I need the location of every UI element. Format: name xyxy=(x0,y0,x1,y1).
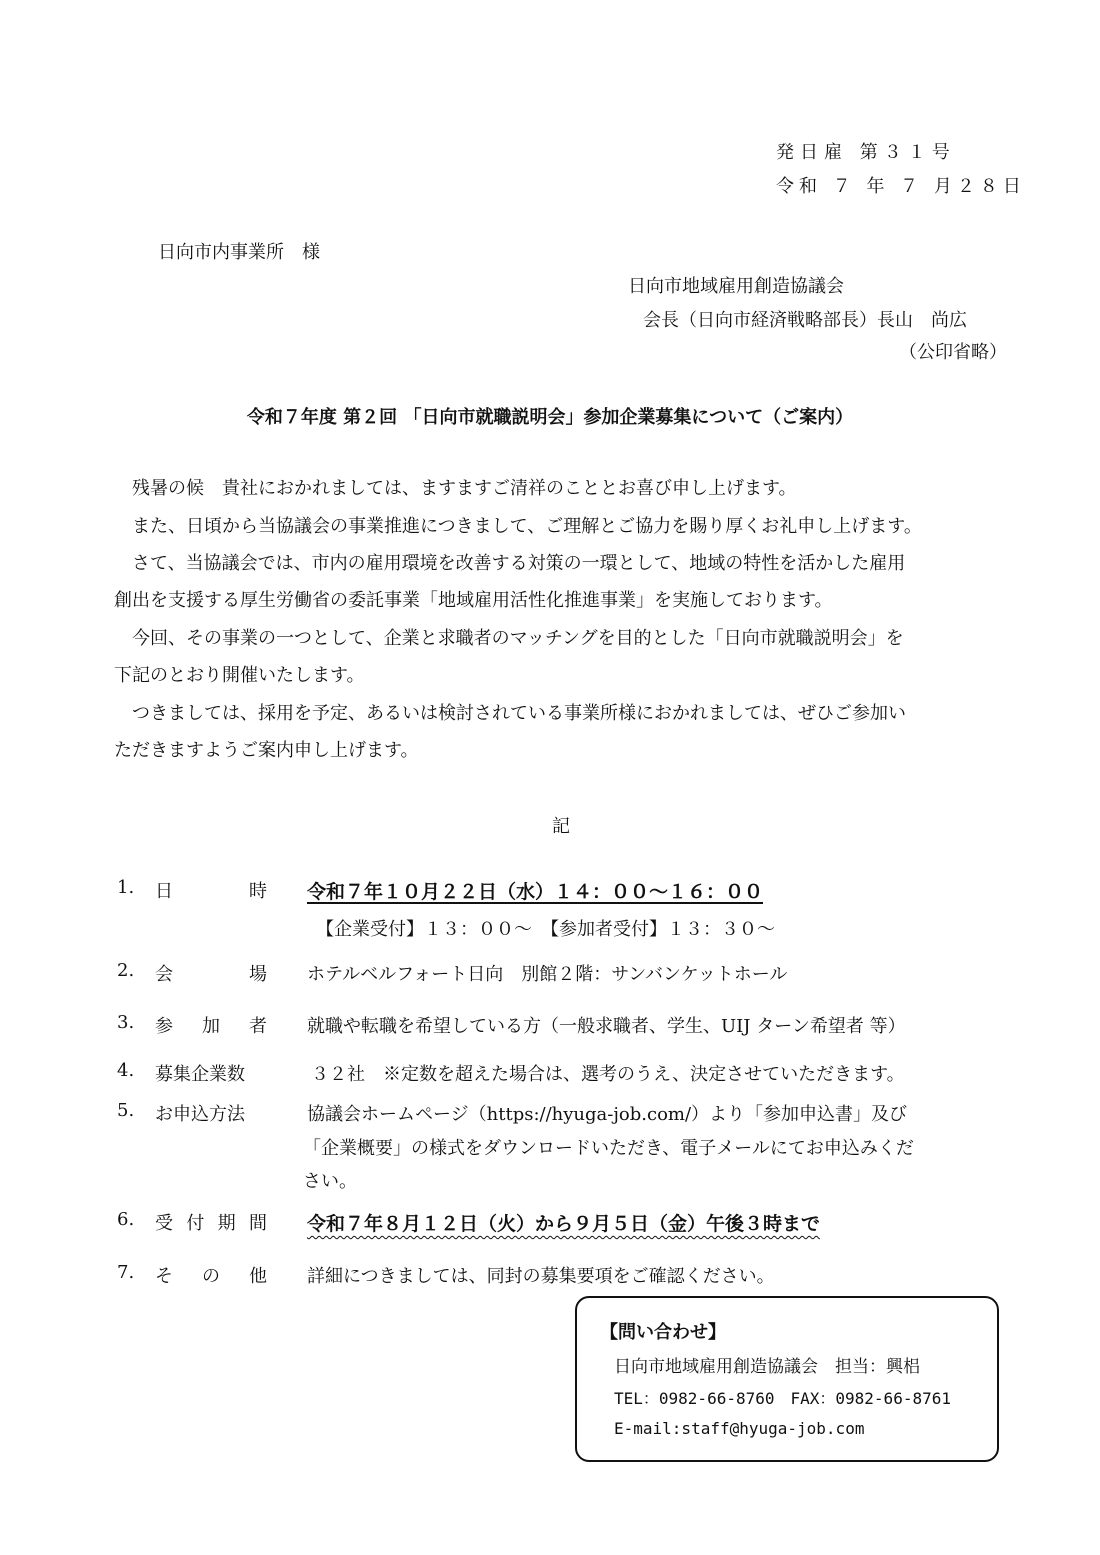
label-char: 日 xyxy=(155,881,173,902)
label-char: 期 xyxy=(217,1213,236,1234)
item-value-other: 詳細につきましては、同封の募集要項をご確認ください。 xyxy=(307,1266,775,1287)
item-value-datetime: 令和７年１０月２２日（水）１４：００～１６：００ xyxy=(307,881,764,903)
seal-omitted-note: （公印省略） xyxy=(899,342,1007,363)
item-label-venue xyxy=(155,960,267,986)
body-line: 今回、その事業の一つとして、企業と求職者のマッチングを目的とした「日向市就職説明会」を xyxy=(114,628,904,649)
label-char: 付 xyxy=(186,1213,205,1234)
body-line: つきましては、採用を予定、あるいは検討されている事業所様におかれましては、ぜひご参加い xyxy=(114,703,906,724)
item-number: 4. xyxy=(117,1060,135,1081)
spread-label xyxy=(155,960,267,986)
body-line: また、日頃から当協議会の事業推進につきまして、ご理解とご協力を賜り厚くお礼申し上げます。 xyxy=(114,516,922,537)
item-number: 5. xyxy=(117,1100,135,1121)
item-label-company-count: 募集企業数 xyxy=(155,1064,245,1085)
item-value-participants: 就職や転職を希望している方（一般求職者、学生、UIJ ターン希望者 等） xyxy=(307,1016,906,1037)
label-char: 間 xyxy=(248,1213,267,1234)
addressee: 日向市内事業所 様 xyxy=(158,242,320,263)
body-line: さて、当協議会では、市内の雇用環境を改善する対策の一環として、地域の特性を活かした雇用 xyxy=(114,553,906,574)
label-char: 時 xyxy=(249,881,267,902)
document-number: 発日雇 第３１号 xyxy=(776,142,956,163)
label-char: の xyxy=(202,1266,220,1287)
document-date: 令和 ７ 年 ７ 月２８日 xyxy=(776,176,1026,197)
spread-label xyxy=(155,1012,267,1038)
label-char: 参 xyxy=(155,1016,173,1037)
label-char: 場 xyxy=(249,964,267,985)
item-value-application-method-line3: さい。 xyxy=(303,1171,357,1192)
contact-phone-fax: TEL：0982-66-8760 FAX：0982-66-8761 xyxy=(614,1389,951,1408)
document-title: 令和７年度 第２回 「日向市就職説明会」参加企業募集について（ご案内） xyxy=(246,407,854,428)
label-char: 受 xyxy=(155,1213,173,1234)
item-value-venue: ホテルベルフォート日向 別館２階：サンバンケットホール xyxy=(307,964,788,985)
item-value-company-count: ３２社 ※定数を超えた場合は、選考のうえ、決定させていただきます。 xyxy=(311,1064,905,1085)
item-number: 3. xyxy=(117,1012,135,1033)
body-line: ただきますようご案内申し上げます。 xyxy=(114,740,419,761)
item-sub-reception: 【企業受付】１３：００～ 【参加者受付】１３：３０～ xyxy=(316,919,775,940)
spread-label xyxy=(155,1262,267,1288)
contact-heading: 【問い合わせ】 xyxy=(600,1322,726,1343)
body-line: 残暑の候 貴社におかれましては、ますますご清祥のこととお喜び申し上げます。 xyxy=(114,478,797,499)
item-number: 2. xyxy=(117,960,135,981)
body-line: 創出を支援する厚生労働省の委託事業「地域雇用活性化推進事業」を実施しております。 xyxy=(114,590,833,611)
item-label-participants xyxy=(155,1012,267,1038)
sender-organization: 日向市地域雇用創造協議会 xyxy=(628,276,844,297)
sender-chair: 会長（日向市経済戦略部長）長山 尚広 xyxy=(643,310,967,331)
item-label-application-method: お申込方法 xyxy=(155,1104,245,1125)
label-char: 会 xyxy=(155,964,173,985)
label-char: 者 xyxy=(249,1016,267,1037)
item-number: 6. xyxy=(117,1209,135,1230)
item-label-datetime xyxy=(155,877,267,903)
label-char: そ xyxy=(155,1266,173,1287)
contact-email: E-mail:staff@hyuga-job.com xyxy=(614,1419,865,1438)
contact-organization: 日向市地域雇用創造協議会 担当：興梠 xyxy=(614,1357,920,1377)
ki-marker: 記 xyxy=(552,816,570,837)
label-char: 加 xyxy=(202,1016,220,1037)
item-value-application-method: 協議会ホームページ（https://hyuga-job.com/）より「参加申込書」及び xyxy=(307,1104,908,1125)
label-char: 他 xyxy=(249,1266,267,1287)
item-value-reception-period: 令和７年８月１２日（火）から９月５日（金）午後３時まで xyxy=(307,1213,821,1235)
spread-label xyxy=(155,1209,267,1235)
item-number: 1. xyxy=(117,877,135,898)
item-value-application-method-line2: 「企業概要」の様式をダウンロードいただき、電子メールにてお申込みくだ xyxy=(303,1138,914,1159)
item-label-other xyxy=(155,1262,267,1288)
spread-label xyxy=(155,877,267,903)
item-label-reception-period xyxy=(155,1209,267,1235)
item-number: 7. xyxy=(117,1262,135,1283)
body-line: 下記のとおり開催いたします。 xyxy=(114,665,365,686)
